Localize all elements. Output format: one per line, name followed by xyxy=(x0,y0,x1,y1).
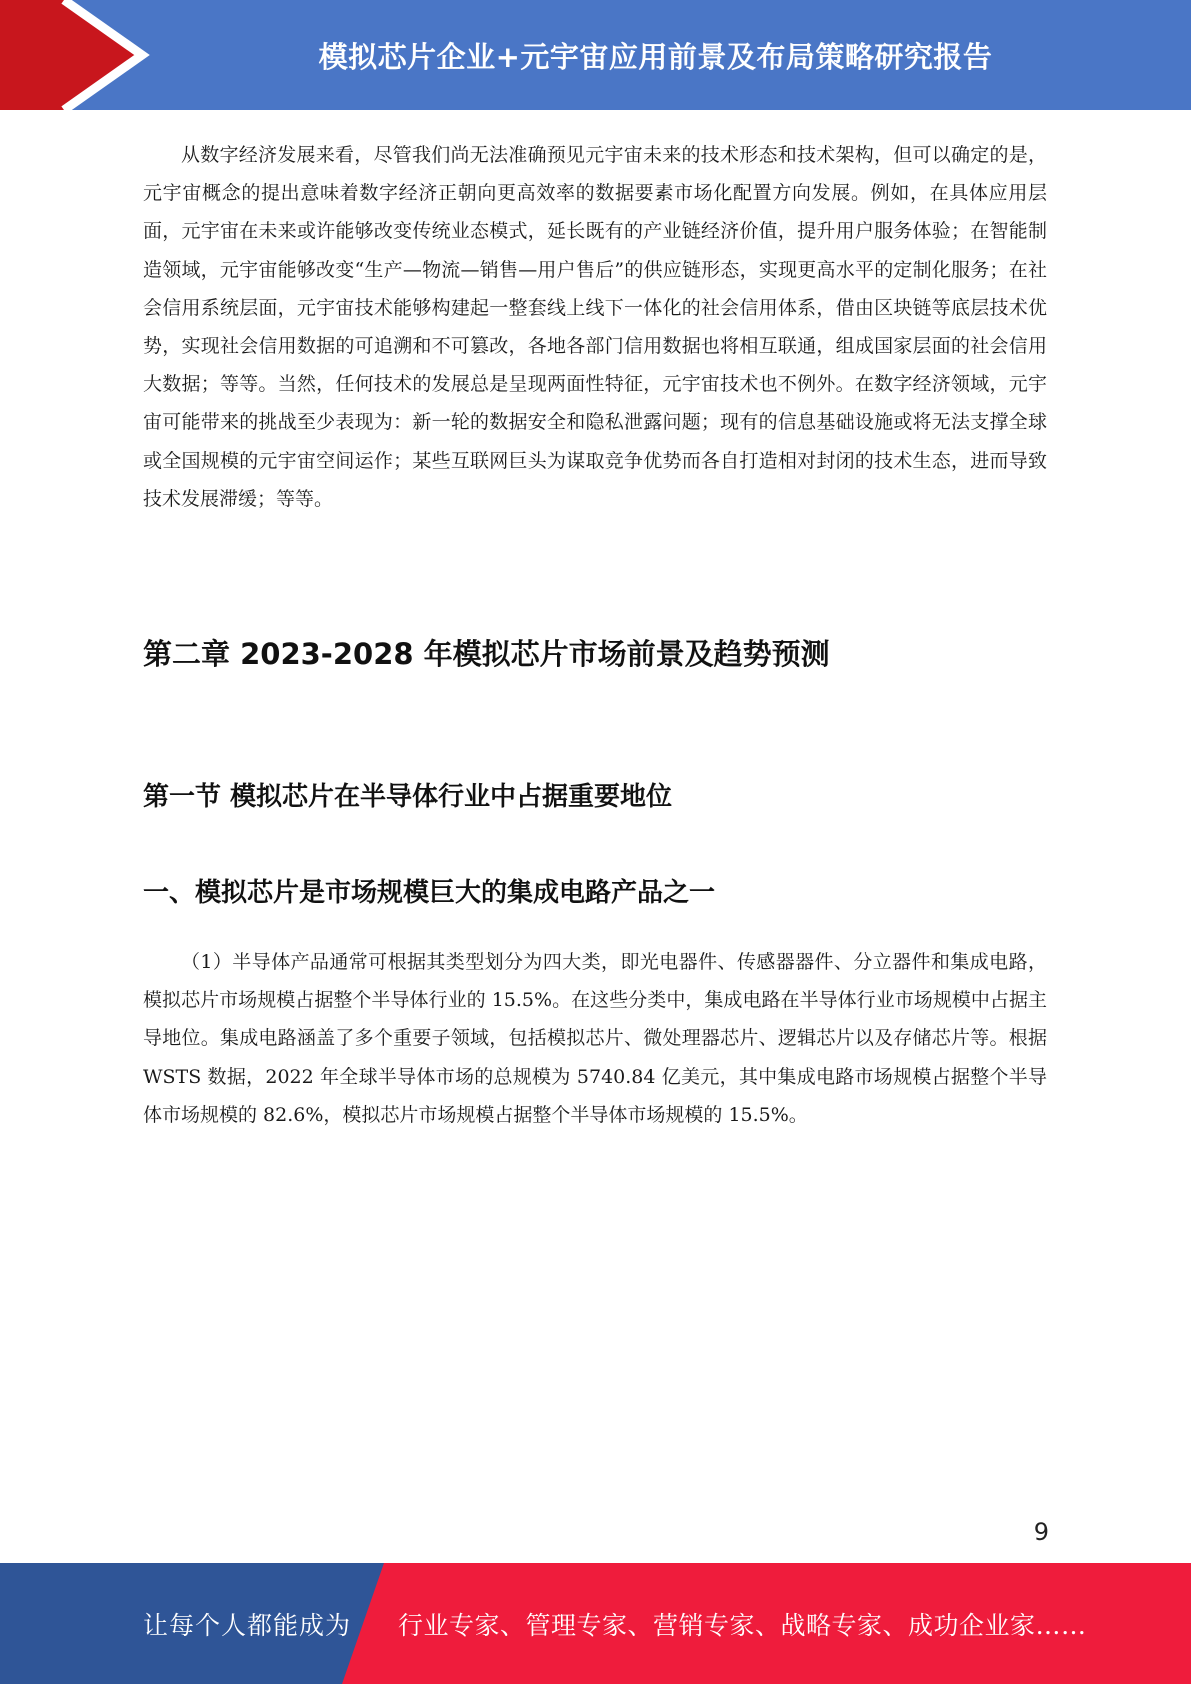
chapter-title: 第二章 2023-2028 年模拟芯片市场前景及趋势预测 xyxy=(143,637,830,671)
detail-paragraph: （1）半导体产品通常可根据其类型划分为四大类，即光电器件、传感器器件、分立器件和集成电路，模拟芯片市场规模占据整个半导体行业的 15.5%。在这些分类中，集成电路在半导体行业市场规模中占据主导地位。集成电路涵盖了多个重要子领域，包括模拟芯片、微处理器芯片、逻辑芯片以及存储芯片等。根据 WSTS 数据，2022 年全球半导体市场的总规模为 5740.84 亿美元，其中集成电路市场规模占据整个半导体市场规模的 82.6%，模拟芯片市场规模占据整个半导体市场规模的 15.5%。 xyxy=(143,951,1047,1126)
report-title: 模拟芯片企业+元宇宙应用前景及布局策略研究报告 xyxy=(318,39,993,74)
intro-paragraph: 从数字经济发展来看，尽管我们尚无法准确预见元宇宙未来的技术形态和技术架构，但可以确定的是，元宇宙概念的提出意味着数字经济正朝向更高效率的数据要素市场化配置方向发展。例如，在具体应用层面，元宇宙在未来或许能够改变传统业态模式，延长既有的产业链经济价值，提升用户服务体验；在智能制造领域，元宇宙能够改变“生产—物流—销售—用户售后”的供应链形态，实现更高水平的定制化服务；在社会信用系统层面，元宇宙技术能够构建起一整套线上线下一体化的社会信用体系，借由区块链等底层技术优势，实现社会信用数据的可追溯和不可篡改，各地各部门信用数据也将相互联通，组成国家层面的社会信用大数据；等等。当然，任何技术的发展总是呈现两面性特征，元宇宙技术也不例外。在数字经济领域，元宇宙可能带来的挑战至少表现为：新一轮的数据安全和隐私泄露问题；现有的信息基础设施或将无法支撑全球或全国规模的元宇宙空间运作；某些互联网巨头为谋取竞争优势而各自打造相对封闭的技术生态，进而导致技术发展滞缓；等等。 xyxy=(143,144,1047,510)
section-title: 第一节 模拟芯片在半导体行业中占据重要地位 xyxy=(143,782,673,812)
footer-banner xyxy=(0,1563,1191,1684)
footer-slogan-right: 行业专家、管理专家、营销专家、战略专家、成功企业家…… xyxy=(398,1610,1087,1640)
intro-section xyxy=(143,136,1047,518)
footer-slogan-left: 让每个人都能成为 xyxy=(143,1610,352,1640)
detail-section xyxy=(143,943,1047,1134)
header-arrow-graphic xyxy=(0,0,160,110)
header-banner xyxy=(0,0,1191,110)
subsection-title: 一、模拟芯片是市场规模巨大的集成电路产品之一 xyxy=(143,878,716,908)
page-number: 9 xyxy=(1033,1518,1049,1546)
